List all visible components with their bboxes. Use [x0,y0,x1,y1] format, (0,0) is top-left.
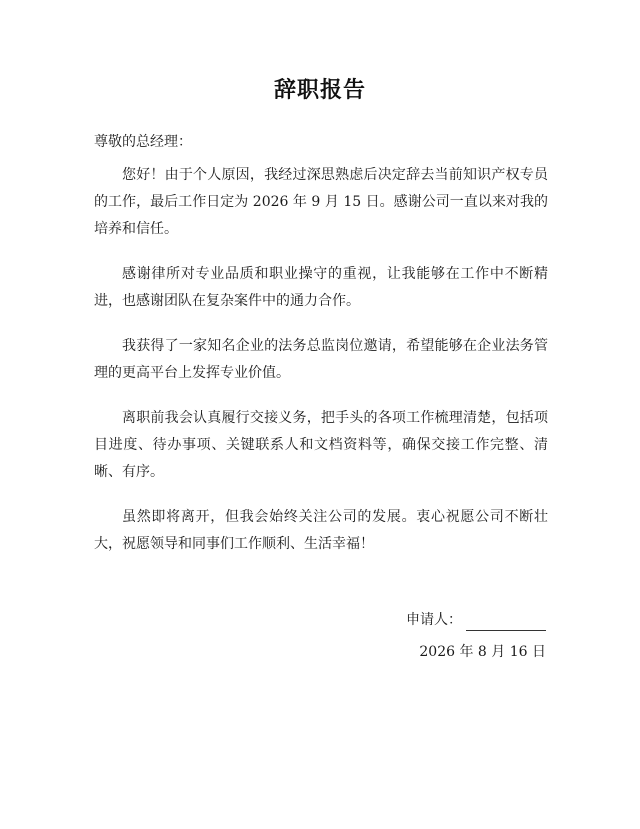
paragraph-4: 离职前我会认真履行交接义务，把手头的各项工作梳理清楚，包括项目进度、待办事项、关键联系人和文档资料等，确保交接工作完整、清晰、有序。 [94,410,548,480]
signature-line [466,616,546,631]
letter-body [94,162,548,576]
salutation: 尊敬的总经理： [94,134,192,150]
paragraph-5: 虽然即将离开，但我会始终关注公司的发展。衷心祝愿公司不断壮大，祝愿领导和同事们工作顺利、生活幸福！ [94,509,548,552]
paragraph-1: 您好！由于个人原因，我经过深思熟虑后决定辞去当前知识产权专员的工作，最后工作日定为 2026 年 9 月 15 日。感谢公司一直以来对我的培养和信任。 [94,167,548,237]
letter-date: 2026 年 8 月 16 日 [419,644,546,660]
signature-block [406,609,546,631]
applicant-label: 申请人： [406,612,462,628]
paragraph-3: 我获得了一家知名企业的法务总监岗位邀请，希望能够在企业法务管理的更高平台上发挥专业价值。 [94,338,548,381]
document-title: 辞职报告 [273,78,366,103]
paragraph-2: 感谢律所对专业品质和职业操守的重视，让我能够在工作中不断精进，也感谢团队在复杂案件中的通力合作。 [94,266,548,309]
